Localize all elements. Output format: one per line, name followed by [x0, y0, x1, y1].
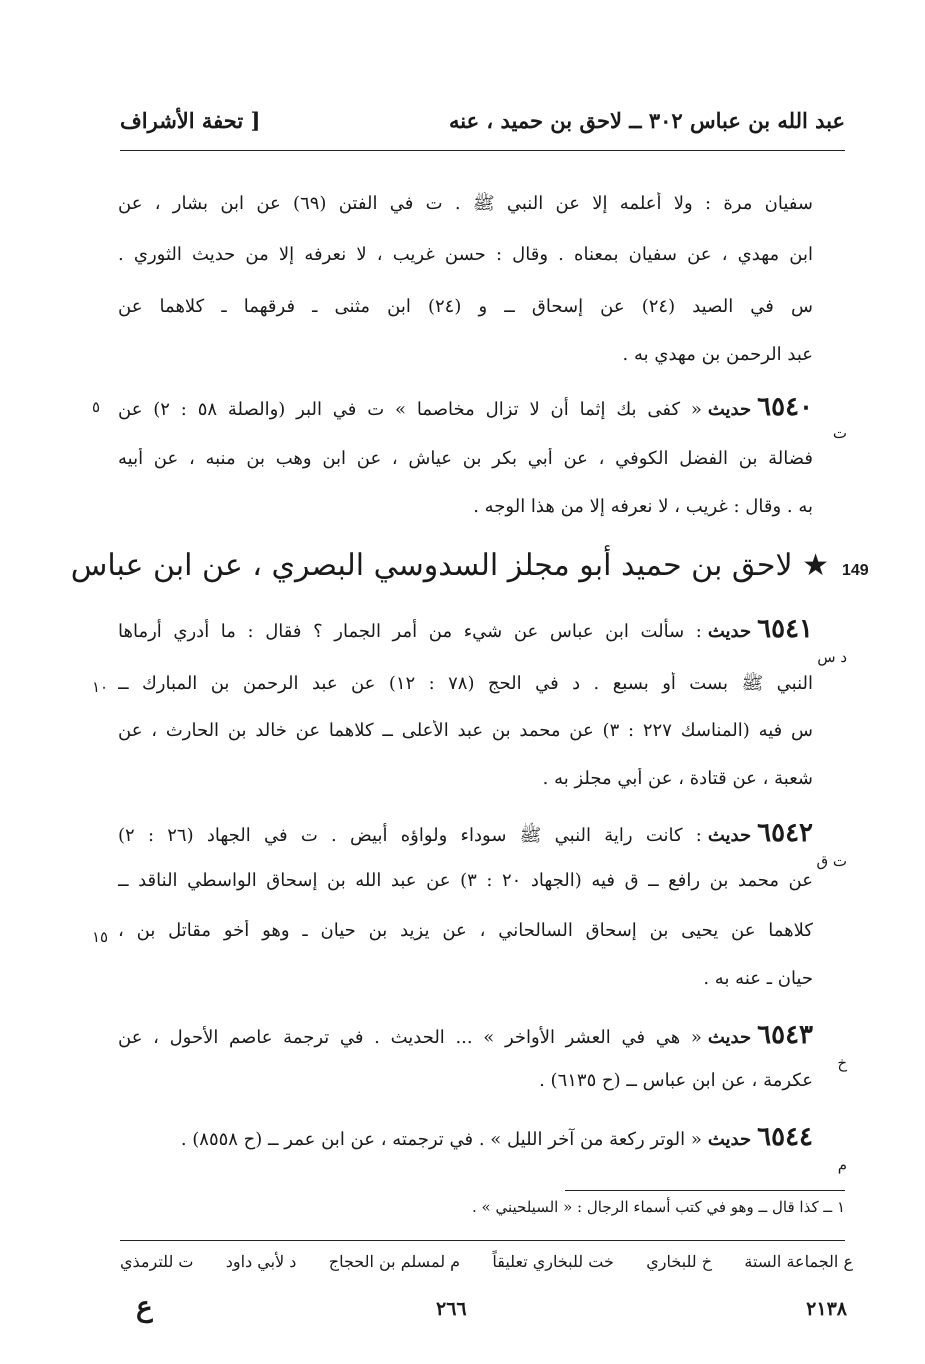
legend-item: د لأبي داود [225, 1252, 297, 1271]
source-sigla: د س [817, 648, 847, 666]
text-line: حيان ـ عنه به . [703, 968, 813, 989]
hadith-label: حديث [707, 399, 752, 420]
hadith-6543-first-line [118, 1020, 813, 1050]
hadith-6541-first-line [118, 614, 813, 644]
source-sigla: ت [832, 424, 847, 442]
text-line: ابن مهدي ، عن سفيان بمعناه . وقال : حسن غريب ، لا نعرفه إلا من حديث الثوري . [118, 244, 813, 265]
source-sigla: خ [837, 1054, 847, 1072]
hadith-text: « هي في العشر الأواخر » ... الحديث . في ترجمة عاصم الأحول ، عن [118, 1027, 702, 1048]
signature-mark: ع [136, 1290, 153, 1323]
hadith-label: حديث [707, 1027, 752, 1048]
text-line: عن محمد بن رافع ــ ق فيه (الجهاد ٢٠ : ٣) عن عبد الله بن إسحاق الواسطي الناقد ــ [118, 870, 813, 891]
text-line: س في الصيد (٢٤) عن إسحاق ــ و (٢٤) ابن مثنى ـ فرقهما ـ كلاهما عن [118, 296, 813, 317]
page-number: ٢٦٦ [436, 1298, 467, 1320]
footnote: ١ ــ كذا قال ــ وهو في كتب أسماء الرجال : « السيلحيني » . [472, 1198, 845, 1216]
running-header-title: عبد الله بن عباس ٣٠٢ ــ لاحق بن حميد ، عنه [448, 108, 845, 133]
sequence-number: ٢١٣٨ [806, 1298, 847, 1320]
legend-item: خ للبخاري [646, 1252, 713, 1271]
line-number: ٥ [92, 398, 101, 416]
text-line: النبي ﷺ بست أو بسبع . د في الحج (٧٨ : ١٢) عن عبد الرحمن بن المبارك ــ [118, 673, 813, 694]
legend-item: م لمسلم بن الحجاج [328, 1252, 461, 1271]
source-sigla: م [837, 1156, 847, 1174]
hadith-number: ٦٥٤١ [757, 614, 813, 644]
source-sigla: ت ق [816, 852, 847, 870]
hadith-text: « كفى بك إثما أن لا تزال مخاصما » ت في البر (والصلة ٥٨ : ٢) عن [118, 399, 702, 420]
text-line: شعبة ، عن قتادة ، عن أبي مجلز به . [542, 768, 813, 789]
text-line: عبد الرحمن بن مهدي به . [622, 344, 813, 365]
legend-item: خت للبخاري تعليقاً [492, 1252, 614, 1271]
text-line: به . وقال : غريب ، لا نعرفه إلا من هذا الوجه . [473, 496, 813, 517]
header-rule [120, 150, 845, 151]
line-number: ١٠ [92, 678, 109, 696]
text-line: س فيه (المناسك ٢٢٧ : ٣) عن محمد بن عبد الأعلى ــ كلاهما عن خالد بن الحارث ، عن [118, 720, 813, 741]
legend-item: ت للترمذي [120, 1252, 194, 1271]
hadith-number: ٦٥٤٤ [757, 1122, 813, 1152]
hadith-number: ٦٥٤٣ [757, 1020, 813, 1050]
hadith-number: ٦٥٤٠ [757, 392, 813, 422]
hadith-label: حديث [707, 621, 752, 642]
legend-rule [120, 1240, 845, 1241]
hadith-text: : كانت راية النبي ﷺ سوداء ولواؤه أبيض . ت في الجهاد (٢٦ : ٢) [118, 825, 702, 846]
line-number: ١٥ [92, 928, 109, 946]
hadith-6544-line [118, 1122, 813, 1152]
text-line: سفيان مرة : ولا أعلمه إلا عن النبي ﷺ . ت في الفتن (٦٩) عن ابن بشار ، عن [118, 193, 813, 214]
hadith-label: حديث [707, 825, 752, 846]
hadith-text: : سألت ابن عباس عن شيء من أمر الجمار ؟ فقال : ما أدري أرماها [118, 621, 702, 642]
hadith-number: ٦٥٤٢ [757, 818, 813, 848]
hadith-6540-first-line [118, 392, 813, 422]
text-line: عكرمة ، عن ابن عباس ــ (ح ٦١٣٥) . [539, 1070, 813, 1091]
sigla-legend [120, 1252, 853, 1271]
running-header-book: [ تحفة الأشراف [120, 108, 261, 133]
section-title: ★ لاحق بن حميد أبو مجلز السدوسي البصري ، عن ابن عباس [70, 548, 829, 583]
hadith-text: « الوتر ركعة من آخر الليل » . في ترجمته ، عن ابن عمر ــ (ح ٨٥٥٨) . [180, 1129, 702, 1150]
section-id: 149 [842, 562, 869, 579]
legend-item: ع الجماعة الستة [744, 1252, 853, 1271]
hadith-6542-first-line [118, 818, 813, 850]
text-line: فضالة بن الفضل الكوفي ، عن أبي بكر بن عياش ، عن ابن وهب بن منبه ، عن أبيه [118, 448, 813, 469]
footnote-rule [565, 1190, 845, 1191]
text-line: كلاهما عن يحيى بن إسحاق السالحاني ، عن يزيد بن حيان ـ وهو أخو مقاتل بن ، [118, 920, 813, 941]
hadith-label: حديث [707, 1129, 752, 1150]
